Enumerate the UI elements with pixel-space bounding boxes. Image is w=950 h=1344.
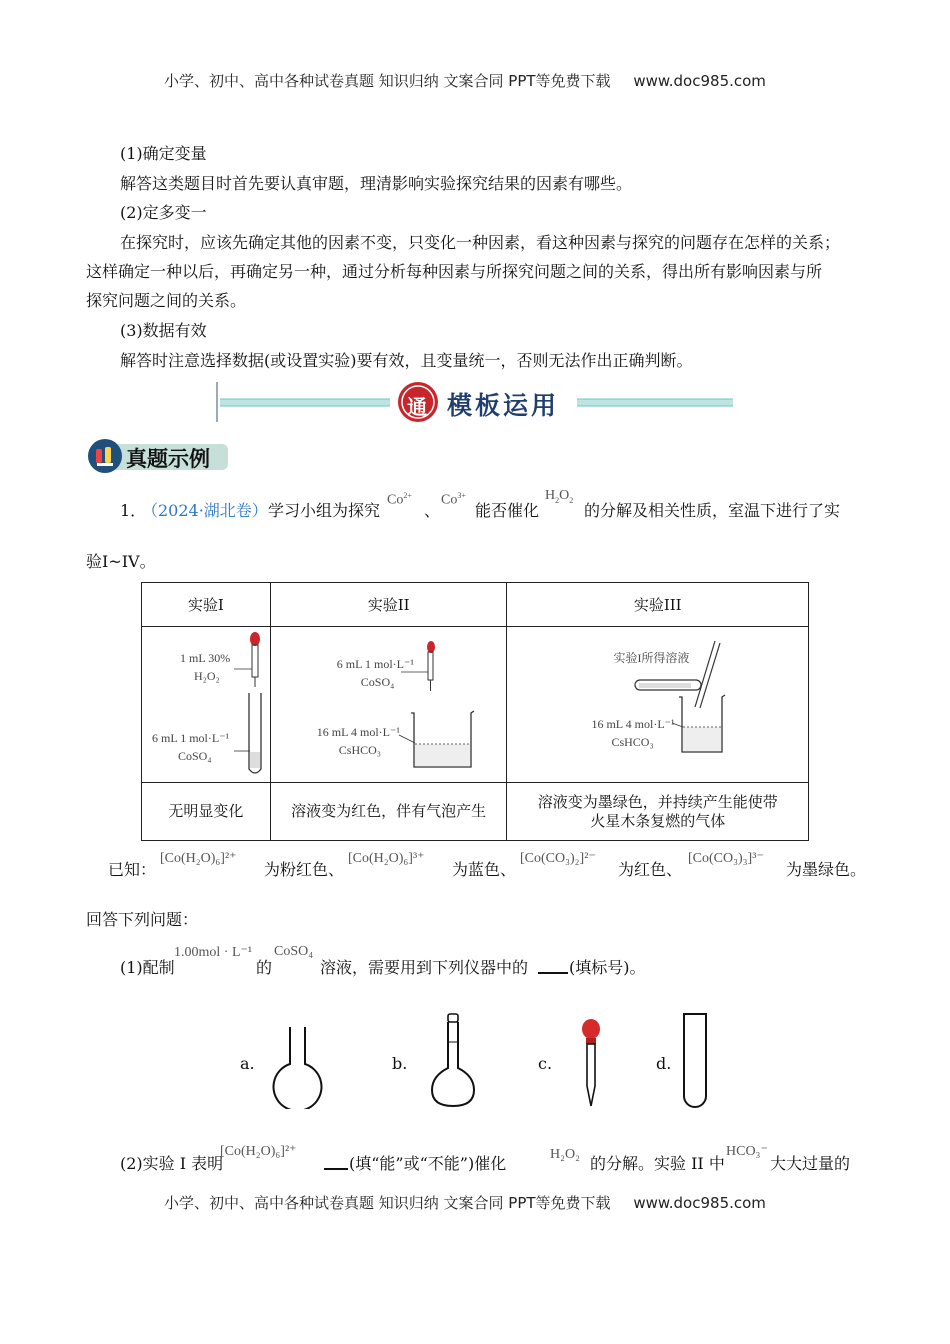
table-figure-row — [142, 627, 809, 783]
q2-answer-blank[interactable] — [324, 1156, 348, 1170]
exp3-beaker-label2: CsHCO₃ — [611, 735, 654, 749]
q1-answer-blank[interactable] — [538, 960, 568, 974]
complex-co-h2o-3plus: [Co(H₂O)₆]³⁺ — [348, 851, 425, 866]
complex3-desc: 为红色、 — [618, 860, 683, 879]
exp2-apparatus — [271, 627, 508, 783]
answer-prompt: 回答下列问题： — [86, 910, 199, 929]
method-step2-body-2: 这样确定一种以后，再确定另一种，通过分析每种因素与所探究问题之间的关系，得出所有影响因素与所 — [86, 262, 823, 281]
exp1-dropper-label2: H₂O₂ — [194, 669, 220, 683]
q1-mid: 的 — [256, 958, 273, 977]
question-sep: 、 — [424, 501, 441, 520]
q2-prefix: (2)实验 I 表明 — [120, 1154, 224, 1173]
exp3-result-line1: 溶液变为墨绿色，并持续产生能使带 — [537, 792, 778, 811]
table-result-row — [142, 783, 809, 841]
method-step2-body-1: 在探究时，应该先确定其他的因素不变，只变化一种因素，看这种因素与探究的问题存在怎样的关系； — [120, 233, 841, 252]
complex2-desc: 为蓝色、 — [452, 860, 517, 879]
option-c-label: c. — [538, 1054, 553, 1073]
q1-concentration: 1.00mol · L⁻¹ — [174, 945, 253, 960]
question-text-c: 的分解及相关性质，室温下进行了实 — [584, 501, 841, 520]
option-d-label: d. — [656, 1054, 672, 1073]
known-prefix: 已知： — [108, 860, 157, 879]
table-header-cell: 实验III — [507, 583, 809, 627]
complex4-desc: 为墨绿色。 — [786, 860, 867, 879]
q1-suffix-a: 溶液，需要用到下列仪器中的 — [320, 958, 529, 977]
question-source: （2024·湖北卷） — [142, 501, 268, 520]
method-step3-body: 解答时注意选择数据(或设置实验)要有效，且变量统一，否则无法作出正确判断。 — [120, 351, 693, 370]
test-tube-icon — [680, 1012, 710, 1110]
method-step2-body-3: 探究问题之间的关系。 — [86, 291, 247, 310]
table-header-cell: 实验II — [270, 583, 507, 627]
q2-hco3: HCO₃⁻ — [726, 1144, 768, 1159]
section-badge-text: 真题示例 — [126, 447, 210, 471]
exp1-figure — [142, 627, 271, 783]
option-a-label: a. — [240, 1054, 255, 1073]
q1-prefix: (1)配制 — [120, 958, 175, 977]
banner-title: 模板运用 — [447, 391, 560, 420]
ion-co2: $Co^{2+}$ — [387, 491, 412, 508]
exp3-figure — [507, 627, 809, 783]
page-header — [164, 70, 766, 91]
exp2-dropper-label2: CoSO₄ — [360, 675, 395, 689]
q2-complex: [Co(H₂O)₆]²⁺ — [220, 1144, 297, 1159]
method-step2-title: (2)定多变一 — [120, 203, 207, 222]
question-text-d: 验I~IV。 — [86, 552, 156, 571]
formula-h2o2: $H_2O_2$ — [545, 488, 574, 505]
exp2-result: 溶液变为红色，伴有气泡产生 — [270, 783, 507, 841]
exp3-result-line2: 火星木条复燃的气体 — [590, 811, 726, 830]
q2-h2o2: H₂O₂ — [550, 1147, 580, 1162]
template-banner — [215, 380, 735, 424]
q1-suffix-b: (填标号)。 — [569, 958, 646, 977]
dropper-icon — [578, 1018, 604, 1110]
question-text-b: 能否催化 — [475, 501, 540, 520]
exp2-beaker-label: 16 mL 4 mol·L⁻¹ — [316, 725, 400, 739]
q1-salt: CoSO₄ — [274, 944, 314, 959]
section-badge — [86, 437, 231, 475]
exp1-tube-label: 6 mL 1 mol·L⁻¹ — [152, 731, 230, 745]
volumetric-flask-icon — [428, 1012, 478, 1110]
exp1-tube-label2: CoSO₄ — [178, 749, 212, 763]
page-footer — [164, 1192, 766, 1213]
footer-text: 小学、初中、高中各种试卷真题 知识归纳 文案合同 PPT等免费下载 — [164, 1194, 611, 1212]
banner-badge: 通 — [407, 395, 427, 419]
experiment-table — [141, 582, 809, 841]
table-header-row — [142, 583, 809, 627]
exp3-beaker-label: 16 mL 4 mol·L⁻¹ — [591, 717, 675, 731]
exp3-tube-label: 实验I所得溶液 — [613, 651, 690, 665]
header-url[interactable]: www.doc985.com — [633, 72, 766, 90]
table-header-cell: 实验I — [142, 583, 271, 627]
question-number: 1． — [120, 501, 147, 520]
ion-co3: $Co^{3+}$ — [441, 491, 466, 508]
exp1-result: 无明显变化 — [142, 783, 271, 841]
exp1-dropper-label: 1 mL 30% — [180, 651, 231, 665]
exp2-dropper-label: 6 mL 1 mol·L⁻¹ — [336, 657, 414, 671]
header-text: 小学、初中、高中各种试卷真题 知识归纳 文案合同 PPT等免费下载 — [164, 72, 611, 90]
method-step1-title: (1)确定变量 — [120, 144, 207, 163]
method-step1-body: 解答这类题目时首先要认真审题，理清影响实验探究结果的因素有哪些。 — [120, 174, 633, 193]
q2-suffix: 大大过量的 — [770, 1154, 851, 1173]
q2-mid2: 的分解。实验 II 中 — [590, 1154, 725, 1173]
exp3-result — [507, 783, 809, 841]
exp2-figure — [270, 627, 507, 783]
complex-co-h2o-2plus: [Co(H₂O)₆]²⁺ — [160, 851, 237, 866]
round-flask-icon — [270, 1024, 325, 1109]
method-step3-title: (3)数据有效 — [120, 321, 207, 340]
footer-url[interactable]: www.doc985.com — [633, 1194, 766, 1212]
option-b-label: b. — [392, 1054, 408, 1073]
question-text-a: 学习小组为探究 — [268, 501, 381, 520]
q2-mid: (填“能”或“不能”)催化 — [349, 1154, 507, 1173]
complex1-desc: 为粉红色、 — [264, 860, 345, 879]
exp2-beaker-label2: CsHCO₃ — [338, 743, 381, 757]
complex-co-co3-3: [Co(CO₃)₃]³⁻ — [688, 851, 764, 866]
complex-co-co3-2: [Co(CO₃)₂]²⁻ — [520, 851, 596, 866]
